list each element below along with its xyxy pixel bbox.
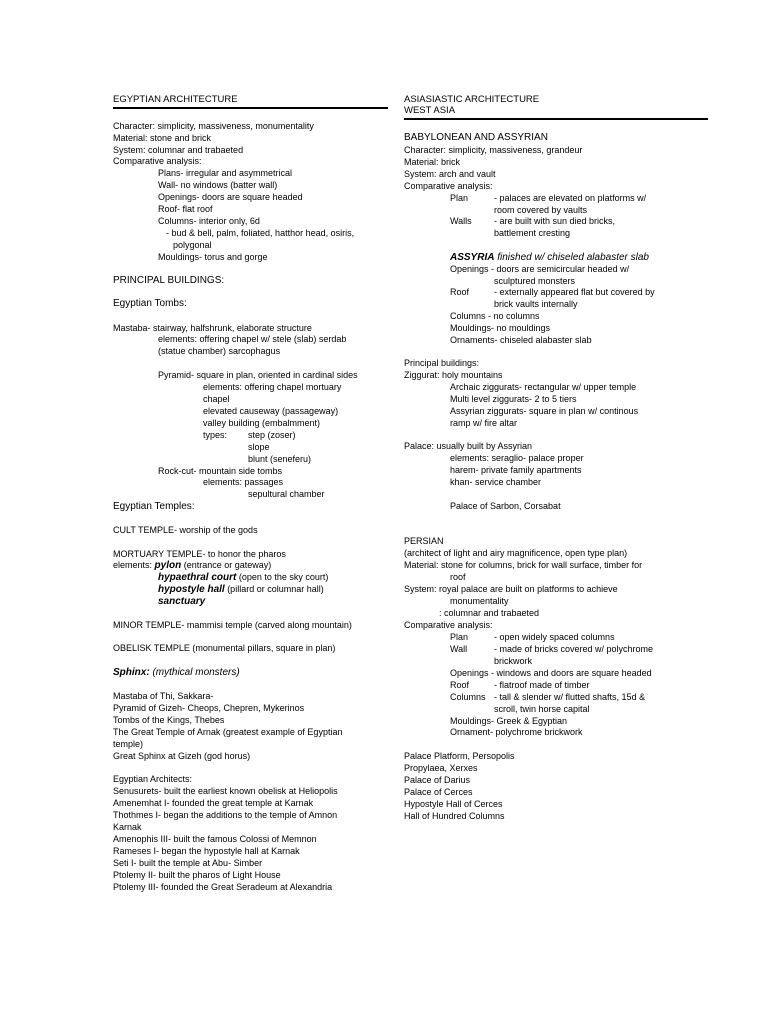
architect-line: Seti I- built the temple at Abu- Simber	[113, 858, 263, 868]
mouldings-line: Mouldings- no mouldings	[450, 323, 551, 333]
example-line: Tombs of the Kings, Thebes	[113, 715, 225, 725]
palace-item: khan- service chamber	[450, 477, 542, 487]
pyramid-type-step: step (zoser)	[248, 430, 296, 440]
persian-system-2: monumentality	[450, 596, 509, 606]
architect-line: Ptolemy III- founded the Great Seradeum at Alexandria	[113, 882, 333, 892]
persian-material-2: roof	[450, 572, 466, 582]
sphinx-line	[113, 667, 240, 678]
example-line: Mastaba of Thi, Sakkara-	[113, 691, 214, 701]
assyria-line	[450, 252, 649, 263]
persian-comparative: Comparative analysis:	[404, 620, 493, 630]
persian-example: Palace of Darius	[404, 775, 471, 785]
plans-line: Plans- irregular and asymmetrical	[158, 168, 293, 178]
mastaba-line: Mastaba- stairway, halfshrunk, elaborate structure	[113, 323, 312, 333]
principal-buildings-heading: PRINCIPAL BUILDINGS:	[113, 275, 225, 286]
example-line: The Great Temple of Arnak (greatest example of Egyptian	[113, 727, 343, 737]
ziggurat-line: Ziggurat: holy mountains	[404, 370, 503, 380]
comparative-label: Comparative analysis:	[113, 156, 202, 166]
persian-system-3: : columnar and trabaeted	[439, 608, 540, 618]
pyramid-elements-2: chapel	[203, 394, 230, 404]
pyramid-elements: elements: offering chapel mortuary	[203, 382, 342, 392]
mastaba-elements: elements: offering chapel w/ stele (slab) serdab	[158, 334, 347, 344]
mortuary-temple-line: MORTUARY TEMPLE- to honor the pharos	[113, 549, 286, 559]
sphinx-desc: (mythical monsters)	[149, 667, 240, 678]
persian-columns-desc: - tall & slender w/ flutted shafts, 15d &	[494, 692, 646, 702]
persian-openings: Openings - windows and doors are square headed	[450, 668, 652, 678]
persian-mouldings: Mouldings- Greek & Egyptian	[450, 716, 568, 726]
persian-ornament: Ornament- polychrome brickwork	[450, 727, 583, 737]
system-line: System: columnar and trabaeted	[113, 145, 244, 155]
persian-heading: PERSIAN	[404, 536, 444, 546]
walls-label: Walls	[450, 216, 472, 226]
material-line: Material: stone and brick	[113, 133, 212, 143]
wall-line: Wall- no windows (batter wall)	[158, 180, 278, 190]
section-title: EGYPTIAN ARCHITECTURE	[113, 94, 238, 105]
egyptian-tombs-heading: Egyptian Tombs:	[113, 298, 187, 309]
example-line: Pyramid of Gizeh- Cheops, Chepren, Mykerinos	[113, 703, 305, 713]
pylon-term: pylon	[154, 560, 182, 571]
cult-temple-line: CULT TEMPLE- worship of the gods	[113, 525, 258, 535]
roof-desc: - externally appeared flat but covered by	[494, 287, 655, 297]
mouldings-line: Mouldings- torus and gorge	[158, 252, 268, 262]
egyptian-temples-heading: Egyptian Temples:	[113, 501, 195, 512]
columns-types-line-2: polygonal	[173, 240, 212, 250]
mastaba-elements-2: (statue chamber) sarcophagus	[158, 346, 281, 356]
palace-item: harem- private family apartments	[450, 465, 582, 475]
rock-cut-line: Rock-cut- mountain side tombs	[158, 466, 283, 476]
persian-example: Palace of Cerces	[404, 787, 473, 797]
ziggurat-item: Archaic ziggurats- rectangular w/ upper temple	[450, 382, 637, 392]
hypaethral-line	[158, 572, 328, 583]
title-rule	[113, 107, 388, 109]
hypostyle-desc: (pillard or columnar hall)	[224, 584, 324, 594]
persian-columns-desc-2: scroll, twin horse capital	[494, 704, 590, 714]
persian-material: Material: stone for columns, brick for wall surface, timber for	[404, 560, 643, 570]
architects-heading: Egyptian Architects:	[113, 774, 193, 784]
roof-line: Roof- flat roof	[158, 204, 213, 214]
elements-prefix: elements:	[113, 560, 155, 570]
persian-wall-desc: - made of bricks covered w/ polychrome	[494, 644, 654, 654]
persian-example: Palace Platform, Persopolis	[404, 751, 515, 761]
architect-line: Senusurets- built the earliest known obelisk at Heliopolis	[113, 786, 338, 796]
ziggurat-item: Assyrian ziggurats- square in plan w/ continous	[450, 406, 639, 416]
persian-wall-label: Wall	[450, 644, 468, 654]
architect-line: Thothmes I- began the additions to the temple of Amnon	[113, 810, 338, 820]
pylon-desc: (entrance or gateway)	[181, 560, 272, 570]
persian-plan-label: Plan	[450, 632, 469, 642]
architect-line: Amenemhat I- founded the great temple at Karnak	[113, 798, 314, 808]
material-line: Material: brick	[404, 157, 461, 167]
openings-line-2: sculptured monsters	[494, 276, 576, 286]
architect-line: Karnak	[113, 822, 142, 832]
rock-cut-elements-2: sepultural chamber	[248, 489, 325, 499]
rock-cut-elements: elements: passages	[203, 477, 284, 487]
pyramid-causeway: elevated causeway (passageway)	[203, 406, 339, 416]
persian-example: Hall of Hundred Columns	[404, 811, 505, 821]
assyria-desc: finished w/ chiseled alabaster slab	[494, 252, 649, 263]
system-line: System: arch and vault	[404, 169, 496, 179]
mortuary-elements-line	[113, 560, 271, 571]
columns-line: Columns- interior only, 6d	[158, 216, 260, 226]
minor-temple-line: MINOR TEMPLE- mammisi temple (carved along mountain)	[113, 620, 352, 630]
plan-desc: - palaces are elevated on platforms w/	[494, 193, 647, 203]
architect-line: Ptolemy II- built the pharos of Light House	[113, 870, 281, 880]
persian-wall-desc-2: brickwork	[494, 656, 533, 666]
persian-example: Propylaea, Xerxes	[404, 763, 478, 773]
pyramid-type-slope: slope	[248, 442, 270, 452]
sanctuary-term: sanctuary	[158, 596, 206, 607]
roof-desc-2: brick vaults internally	[494, 299, 578, 309]
pyramid-types-label: types:	[203, 430, 228, 440]
persian-columns-label: Columns	[450, 692, 486, 702]
example-line: Great Sphinx at Gizeh (god horus)	[113, 751, 251, 761]
openings-line: Openings- doors are square headed	[158, 192, 303, 202]
section-title: ASIASIASTIC ARCHITECTURE	[404, 94, 540, 105]
hypostyle-term: hypostyle hall	[158, 584, 225, 595]
plan-desc-2: room covered by vaults	[494, 205, 588, 215]
sanctuary-line	[158, 596, 205, 607]
columns-line: Columns - no columns	[450, 311, 540, 321]
roof-label: Roof	[450, 287, 470, 297]
pyramid-line: Pyramid- square in plan, oriented in cardinal sides	[158, 370, 358, 380]
architect-line: Amenophis III- built the famous Colossi of Memnon	[113, 834, 317, 844]
title-rule	[404, 118, 708, 120]
persian-plan-desc: - open widely spaced columns	[494, 632, 615, 642]
persian-roof-label: Roof	[450, 680, 470, 690]
palace-item: elements: seraglio- palace proper	[450, 453, 584, 463]
babylonean-heading: BABYLONEAN AND ASSYRIAN	[404, 132, 548, 143]
openings-line: Openings - doors are semicircular headed w/	[450, 264, 630, 274]
example-line: temple)	[113, 739, 144, 749]
persian-example: Hypostyle Hall of Cerces	[404, 799, 503, 809]
sphinx-term: Sphinx:	[113, 667, 150, 678]
hypaethral-term: hypaethral court	[158, 572, 237, 583]
persian-desc: (architect of light and airy magnificence, open type plan)	[404, 548, 628, 558]
ziggurat-item: ramp w/ fire altar	[450, 418, 518, 428]
ornaments-line: Ornaments- chiseled alabaster slab	[450, 335, 592, 345]
persian-roof-desc: - flatroof made of timber	[494, 680, 590, 690]
persian-system: System: royal palace are built on platforms to achieve	[404, 584, 618, 594]
character-line: Character: simplicity, massiveness, monumentality	[113, 121, 314, 131]
principal-buildings-heading: Principal buildings:	[404, 358, 480, 368]
palace-example: Palace of Sarbon, Corsabat	[450, 501, 561, 511]
ziggurat-item: Multi level ziggurats- 2 to 5 tiers	[450, 394, 577, 404]
assyria-term: ASSYRIA	[450, 252, 495, 263]
plan-label: Plan	[450, 193, 469, 203]
obelisk-temple-line: OBELISK TEMPLE (monumental pillars, square in plan)	[113, 643, 336, 653]
hypostyle-line	[158, 584, 324, 595]
pyramid-valley: valley building (embalmment)	[203, 418, 321, 428]
walls-desc: - are built with sun died bricks,	[494, 216, 616, 226]
comparative-label: Comparative analysis:	[404, 181, 493, 191]
hypaethral-desc: (open to the sky court)	[236, 572, 329, 582]
architect-line: Rameses I- began the hypostyle hall at Karnak	[113, 846, 300, 856]
character-line: Character: simplicity, massiveness, grandeur	[404, 145, 583, 155]
columns-types-line: - bud & bell, palm, foliated, hatthor head, osiris,	[166, 228, 355, 238]
section-subtitle: WEST ASIA	[404, 105, 456, 116]
pyramid-type-blunt: blunt (seneferu)	[248, 454, 312, 464]
walls-desc-2: battlement cresting	[494, 228, 571, 238]
palace-line: Palace: usually built by Assyrian	[404, 441, 533, 451]
